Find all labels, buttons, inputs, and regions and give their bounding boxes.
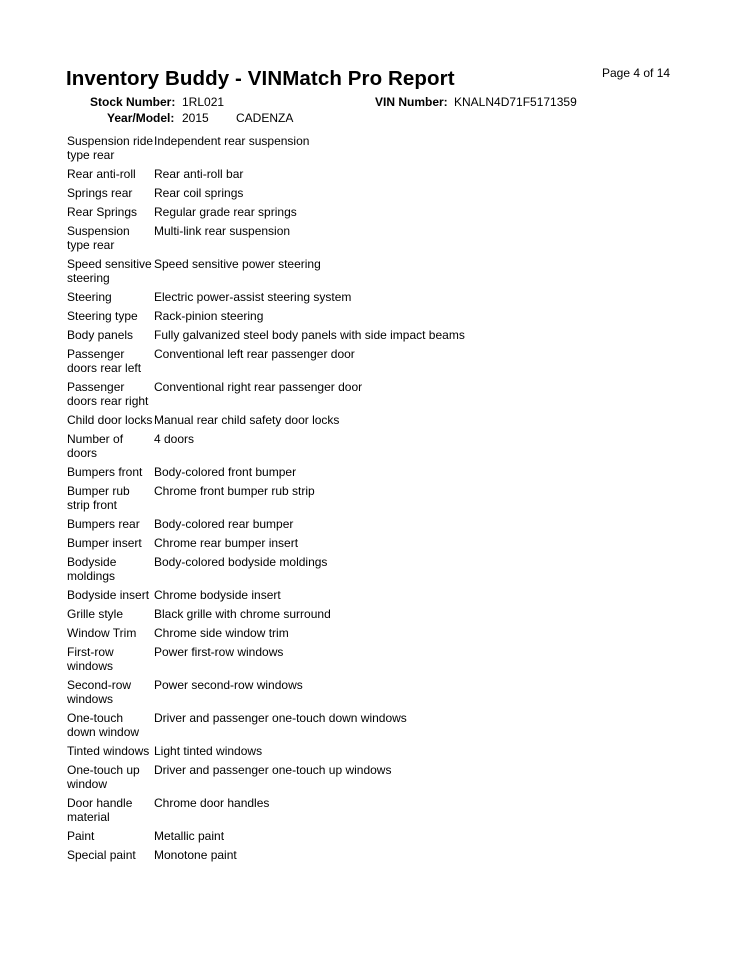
spec-value: Regular grade rear springs (154, 205, 297, 219)
spec-value: Body-colored rear bumper (154, 517, 294, 531)
spec-row (67, 645, 687, 673)
spec-label: Grille style (67, 607, 124, 621)
spec-row (67, 555, 687, 583)
spec-value: 4 doors (154, 432, 195, 446)
spec-row (67, 186, 687, 200)
spec-label: Child door locks (67, 413, 153, 427)
spec-label: Bumpers rear (67, 517, 140, 531)
spec-label: Number of doors (67, 432, 124, 460)
spec-row (67, 848, 687, 862)
spec-label: Second-row windows (67, 678, 132, 706)
report-title: Inventory Buddy - VINMatch Pro Report (66, 67, 455, 90)
stock-number-value: 1RL021 (182, 95, 225, 109)
spec-row (67, 134, 687, 162)
spec-row (67, 711, 687, 739)
spec-value: Black grille with chrome surround (154, 607, 331, 621)
spec-value: Rack-pinion steering (154, 309, 264, 323)
spec-row (67, 290, 687, 304)
year-value: 2015 (182, 111, 209, 125)
spec-value: Body-colored front bumper (154, 465, 297, 479)
vin-value: KNALN4D71F5171359 (454, 95, 577, 109)
spec-label: First-row windows (67, 645, 114, 673)
model-value: CADENZA (236, 111, 294, 125)
spec-value: Driver and passenger one-touch down windows (154, 711, 407, 725)
spec-label: Window Trim (67, 626, 137, 640)
spec-label: Rear anti-roll (67, 167, 136, 181)
spec-row (67, 224, 687, 252)
spec-label: Steering (67, 290, 112, 304)
spec-value: Rear anti-roll bar (154, 167, 244, 181)
spec-row (67, 588, 687, 602)
spec-label: Speed sensitive steering (67, 257, 152, 285)
spec-value: Driver and passenger one-touch up windows (154, 763, 392, 777)
spec-row (67, 607, 687, 621)
spec-label: Special paint (67, 848, 136, 862)
spec-label: Passenger doors rear right (67, 380, 149, 408)
spec-label: Paint (67, 829, 95, 843)
spec-row (67, 167, 687, 181)
spec-row (67, 380, 687, 408)
spec-label: Tinted windows (67, 744, 150, 758)
spec-label: Suspension type rear (67, 224, 130, 252)
spec-row (67, 744, 687, 758)
spec-label: Bodyside moldings (67, 555, 117, 583)
spec-value: Metallic paint (154, 829, 225, 843)
spec-label: Bumpers front (67, 465, 143, 479)
spec-label: Bumper rub strip front (67, 484, 130, 512)
spec-row (67, 257, 687, 285)
spec-row (67, 413, 687, 427)
spec-value: Chrome door handles (154, 796, 270, 810)
spec-value: Electric power-assist steering system (154, 290, 352, 304)
spec-label: Suspension ride type rear (67, 134, 154, 162)
vin-label: VIN Number: (375, 95, 448, 109)
spec-value: Manual rear child safety door locks (154, 413, 340, 427)
stock-number-label: Stock Number: (90, 95, 176, 109)
spec-label: Bumper insert (67, 536, 142, 550)
spec-value: Speed sensitive power steering (154, 257, 321, 271)
spec-value: Power first-row windows (154, 645, 284, 659)
spec-value: Body-colored bodyside moldings (154, 555, 328, 569)
spec-label: Rear Springs (67, 205, 138, 219)
spec-value: Chrome side window trim (154, 626, 289, 640)
spec-value: Chrome bodyside insert (154, 588, 281, 602)
spec-label: Steering type (67, 309, 138, 323)
spec-value: Chrome rear bumper insert (154, 536, 299, 550)
spec-row (67, 205, 687, 219)
spec-value: Conventional left rear passenger door (154, 347, 355, 361)
spec-row (67, 347, 687, 375)
spec-label: Door handle material (67, 796, 133, 824)
spec-label: Bodyside insert (67, 588, 150, 602)
spec-list (67, 134, 687, 867)
spec-value: Power second-row windows (154, 678, 303, 692)
spec-label: One-touch down window (67, 711, 140, 739)
spec-row (67, 626, 687, 640)
spec-row (67, 829, 687, 843)
spec-value: Light tinted windows (154, 744, 263, 758)
spec-label: Passenger doors rear left (67, 347, 142, 375)
spec-row (67, 796, 687, 824)
spec-label: One-touch up window (67, 763, 140, 791)
spec-value: Conventional right rear passenger door (154, 380, 363, 394)
spec-value: Chrome front bumper rub strip (154, 484, 315, 498)
spec-value: Rear coil springs (154, 186, 244, 200)
spec-row (67, 309, 687, 323)
spec-row (67, 432, 687, 460)
spec-row (67, 678, 687, 706)
spec-row (67, 536, 687, 550)
spec-value: Fully galvanized steel body panels with side impact beams (154, 328, 465, 342)
spec-label: Springs rear (67, 186, 133, 200)
spec-row (67, 328, 687, 342)
year-model-label: Year/Model: (107, 111, 175, 125)
page-number: Page 4 of 14 (602, 66, 671, 80)
spec-row (67, 763, 687, 791)
spec-label: Body panels (67, 328, 134, 342)
spec-value: Multi-link rear suspension (154, 224, 291, 238)
spec-row (67, 484, 687, 512)
spec-value: Monotone paint (154, 848, 237, 862)
spec-value: Independent rear suspension (154, 134, 310, 148)
spec-row (67, 465, 687, 479)
spec-row (67, 517, 687, 531)
